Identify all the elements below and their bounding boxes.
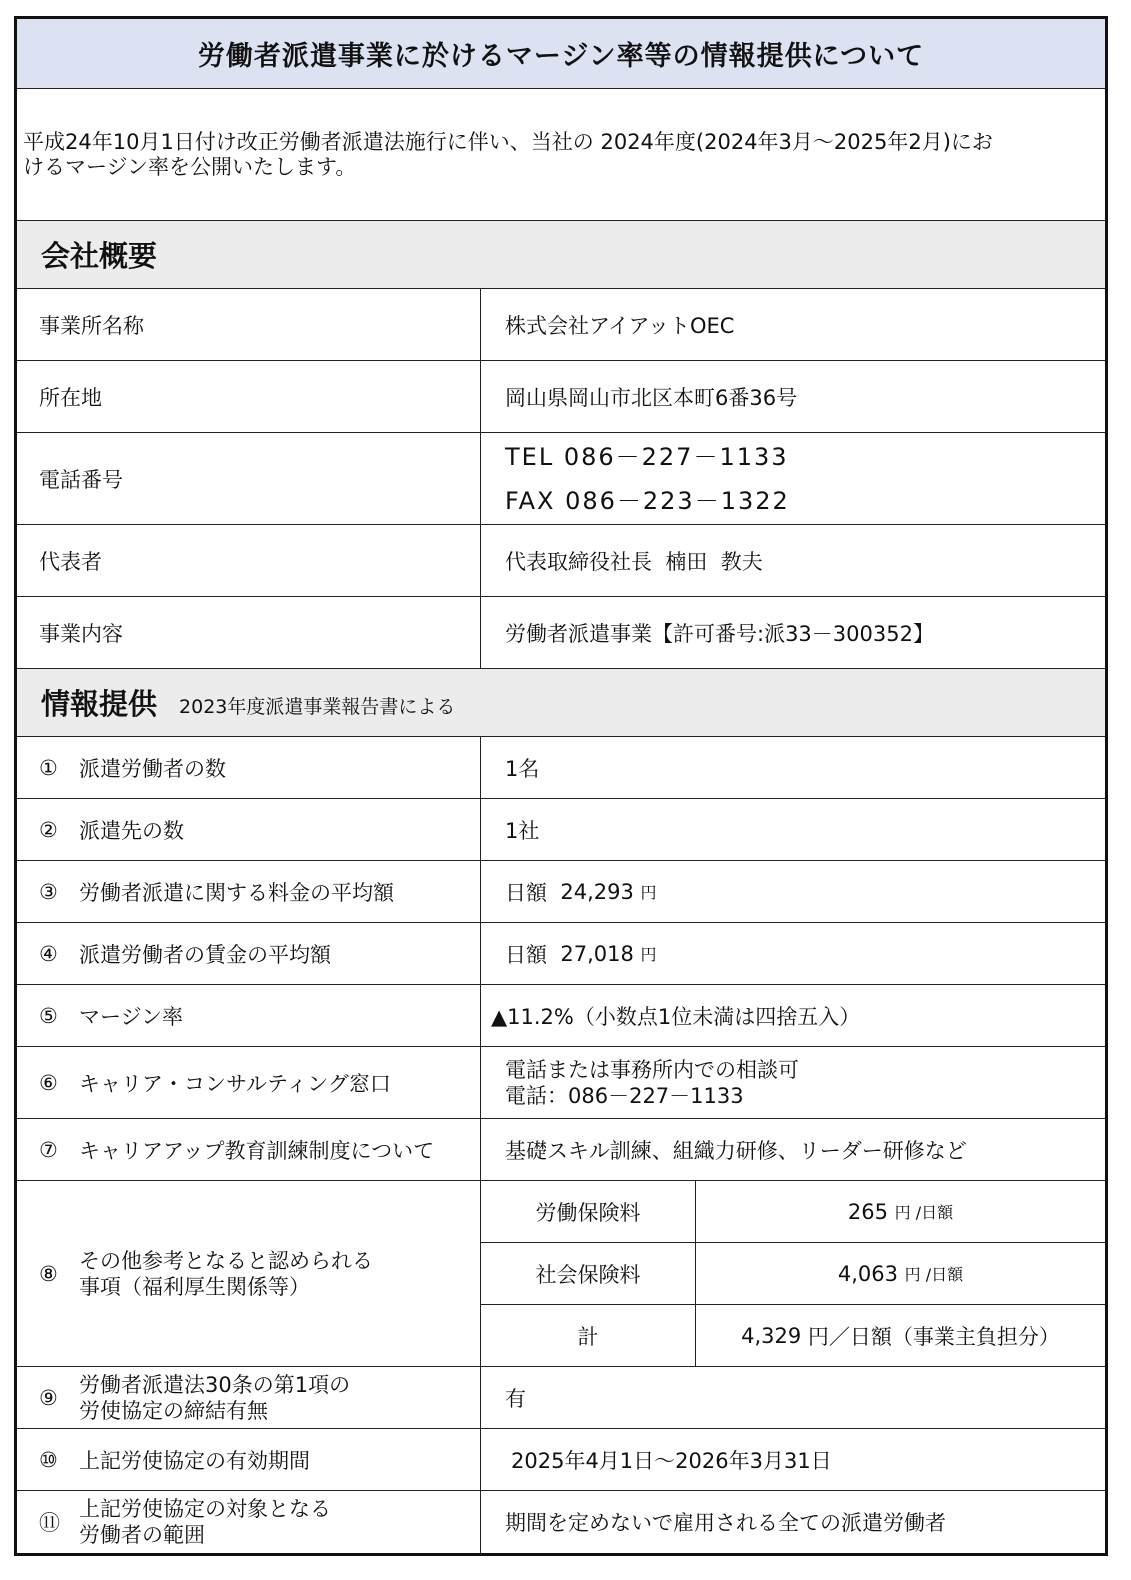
row-label: 事業所名称 xyxy=(17,289,481,360)
row-label: 所在地 xyxy=(17,361,481,432)
amount: 4,063 xyxy=(837,1261,898,1286)
row-label: 電話番号 xyxy=(17,433,481,524)
row-value: ▲11.2%（小数点1位未満は四捨五入） xyxy=(491,1004,861,1029)
info-row-5 xyxy=(17,985,1105,1047)
row-label: キャリアアップ教育訓練制度について xyxy=(79,1138,435,1163)
company-row-name xyxy=(17,289,1105,361)
info-row-4 xyxy=(17,923,1105,985)
item-number: ② xyxy=(39,817,58,842)
item-number: ⑩ xyxy=(39,1447,58,1472)
page-title: 労働者派遣事業に於けるマージン率等の情報提供について xyxy=(17,19,1105,88)
row-label: 労働者派遣法30条の第1項の 労使協定の締結有無 xyxy=(79,1372,351,1423)
intro-line-1: 平成24年10月1日付け改正労働者派遣法施行に伴い、当社の 2024年度(2024年3月～2025年2月)にお xyxy=(23,129,993,154)
intro-text xyxy=(23,130,993,180)
item-number: ④ xyxy=(39,941,58,966)
info-row-7 xyxy=(17,1119,1105,1181)
intro-line-2: けるマージン率を公開いたします。 xyxy=(23,154,357,179)
row-label: その他参考となると認められる 事項（福利厚生関係等） xyxy=(79,1248,373,1299)
intro-row xyxy=(17,89,1105,221)
section-heading: 情報提供 xyxy=(41,687,158,721)
row-label: 派遣先の数 xyxy=(79,818,184,843)
sub-row-total: 計 4,329 円／日額（事業主負担分） xyxy=(481,1305,1105,1367)
row-value: 岡山県岡山市北区本町6番36号 xyxy=(505,385,798,410)
company-section-header xyxy=(17,221,1105,289)
row-value: 1社 xyxy=(505,818,540,843)
company-row-phone xyxy=(17,433,1105,525)
row-label: キャリア・コンサルティング窓口 xyxy=(79,1071,391,1096)
row-value: 1名 xyxy=(505,756,540,781)
item-number: ③ xyxy=(39,879,58,904)
row-value: 基礎スキル訓練、組織力研修、リーダー研修など xyxy=(505,1138,967,1163)
item-number: ⑤ xyxy=(39,1003,58,1028)
row-value: 日額 27,018 円 xyxy=(505,941,657,967)
row-label: 代表者 xyxy=(17,525,481,596)
company-row-business xyxy=(17,597,1105,669)
info-row-1 xyxy=(17,737,1105,799)
info-row-2 xyxy=(17,799,1105,861)
info-row-6 xyxy=(17,1047,1105,1119)
row-label: 労働者派遣に関する料金の平均額 xyxy=(79,880,394,905)
row-label: 上記労使協定の対象となる 労働者の範囲 xyxy=(79,1497,331,1547)
row-value: 労働者派遣事業【許可番号:派33－300352】 xyxy=(505,621,934,646)
fax-number: FAX 086－223－1322 xyxy=(505,486,790,515)
amount: 27,018 xyxy=(560,941,634,966)
row-value: 期間を定めないで雇用される全ての派遣労働者 xyxy=(505,1511,946,1535)
info-row-11 xyxy=(17,1491,1105,1553)
sub-row-labor-insurance: 労働保険料 265 円 /日額 xyxy=(481,1181,1105,1243)
row-label: 派遣労働者の賃金の平均額 xyxy=(79,942,331,967)
info-row-10 xyxy=(17,1429,1105,1491)
item-number: ⑧ xyxy=(39,1261,58,1286)
row-value: 有 xyxy=(505,1386,526,1411)
tel-number: TEL 086－227－1133 xyxy=(505,442,789,471)
section-heading: 会社概要 xyxy=(17,221,1105,288)
info-section-header xyxy=(17,669,1105,737)
company-row-address xyxy=(17,361,1105,433)
info-row-3 xyxy=(17,861,1105,923)
item-number: ① xyxy=(39,755,58,780)
row-label: 派遣労働者の数 xyxy=(79,756,226,781)
info-row-9 xyxy=(17,1367,1105,1429)
row-label: マージン率 xyxy=(79,1004,184,1029)
item-number: ⑨ xyxy=(39,1385,58,1410)
item-number: ⑥ xyxy=(39,1070,58,1095)
item-number: ⑪ xyxy=(39,1511,60,1535)
row-value xyxy=(481,433,1105,524)
row-value: 代表取締役社長 楠田 教夫 xyxy=(505,549,763,574)
row-value: 電話または事務所内での相談可 電話：086－227－1133 xyxy=(505,1057,799,1108)
row-value: 2025年4月1日～2026年3月31日 xyxy=(511,1448,832,1473)
row-value: 日額 24,293 円 xyxy=(505,879,657,905)
document-frame xyxy=(14,16,1108,1556)
sub-row-social-insurance: 社会保険料 4,063 円 /日額 xyxy=(481,1243,1105,1305)
row-label: 上記労使協定の有効期間 xyxy=(79,1448,310,1473)
info-row-8 xyxy=(17,1181,1105,1367)
company-row-representative xyxy=(17,525,1105,597)
amount: 24,293 xyxy=(560,879,634,904)
title-row xyxy=(17,19,1105,89)
row-value: 株式会社アイアットOEC xyxy=(505,313,735,338)
row-label: 事業内容 xyxy=(17,597,481,668)
section-subheading: 2023年度派遣事業報告書による xyxy=(179,696,456,718)
amount: 265 xyxy=(847,1199,888,1224)
item-number: ⑦ xyxy=(39,1137,58,1162)
amount: 4,329 xyxy=(741,1324,802,1348)
